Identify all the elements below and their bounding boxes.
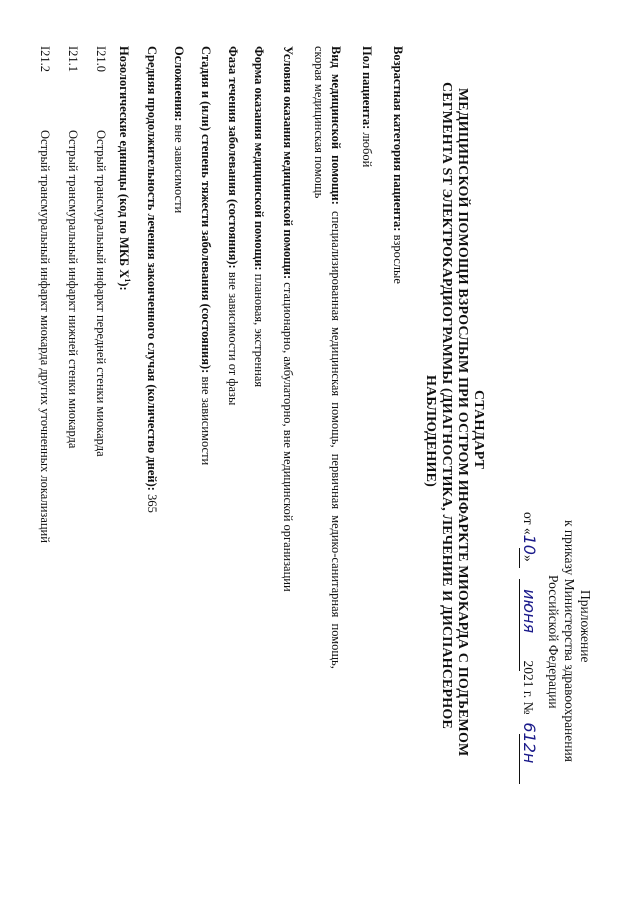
age-label: Возрастная категория пациента: [391,46,405,232]
sex-value: любой [360,129,374,168]
document-title-line-2: СЕГМЕНТА ST ЭЛЕКТРОКАРДИОГРАММЫ (ДИАГНОСТИКА, ЛЕЧЕНИЕ И ДИСПАНСЕРНОЕ [439,82,454,730]
nosology-name: Острый трансмуральный инфаркт передней стенки миокарда [94,130,108,457]
disease-stage [199,46,213,465]
duration-value: 365 [145,490,159,513]
sex-label: Пол пациента: [360,46,374,130]
date-month: июня [520,589,539,634]
document-title-line-1: МЕДИЦИНСКОЙ ПОМОЩИ ВЗРОСЛЫМ ПРИ ОСТРОМ ИНФАРКТЕ МИОКАРДА С ПОДЪЕМОМ [455,88,470,757]
care-type-label: Вид медицинской помощи: [329,46,343,205]
nosology-code: I21.1 [66,46,80,73]
order-number: 612н [520,722,539,764]
duration-label: Средняя продолжительность лечения законченного случая (количество дней): [145,46,159,491]
age-value: взрослые [391,231,405,284]
stage-label: Стадия и (или) степень тяжести заболевания (состояния): [199,46,213,374]
order-line-2: Российской Федерации [546,575,561,709]
nosology-footnote-mark: 1 [123,278,132,283]
order-line-1: к приказу Министерства здравоохранения [562,520,577,762]
care-conditions [281,46,295,592]
treatment-duration [145,46,159,513]
stage-value: вне зависимости [199,373,213,466]
date-year: 2021 г. № [521,660,536,715]
nosology-label-tail: ): [116,282,131,291]
order-date-line [520,512,539,768]
nosology-code: I21.0 [94,46,108,73]
complications-value: вне зависимости [172,121,186,214]
date-day: 10 [520,534,539,555]
appendix-label: Приложение [578,590,593,663]
nosology-name: Острый трансмуральный инфаркт нижней стенки миокарда [66,130,80,449]
care-type [329,46,343,669]
underline-month [519,579,520,671]
underline-day [519,548,520,568]
conditions-label: Условия оказания медицинской помощи: [281,46,295,280]
underline-number [519,734,520,784]
date-mid: » [521,554,536,562]
form-label: Форма оказания медицинской помощи: [252,46,266,271]
conditions-value: стационарно, амбулаторно, вне медицинской организации [281,279,295,592]
care-type-value: специализированная медицинская помощь, первичная медико-санитарная помощь, [329,204,343,669]
document-title-word: СТАНДАРТ [471,390,486,470]
nosology-label: Нозологические единицы (код по МКБ X [116,46,131,279]
complications [172,46,186,213]
care-type-continued: скорая медицинская помощь [312,46,326,199]
patient-sex [360,46,374,167]
date-prefix: от « [521,512,536,535]
nosology-heading [117,46,134,291]
document-title-line-3: НАБЛЮДЕНИЕ) [423,375,438,487]
form-value: плановая, экстренная [252,270,266,388]
complications-label: Осложнения: [172,46,186,122]
nosology-code: I21.2 [38,46,52,73]
phase-value: вне зависимости от фазы [226,268,240,406]
phase-label: Фаза течения заболевания (состояния): [226,46,240,269]
age-category [391,46,405,284]
disease-phase [226,46,240,405]
nosology-name: Острый трансмуральный инфаркт миокарда других уточненных локализаций [38,130,52,543]
care-form [252,46,266,387]
